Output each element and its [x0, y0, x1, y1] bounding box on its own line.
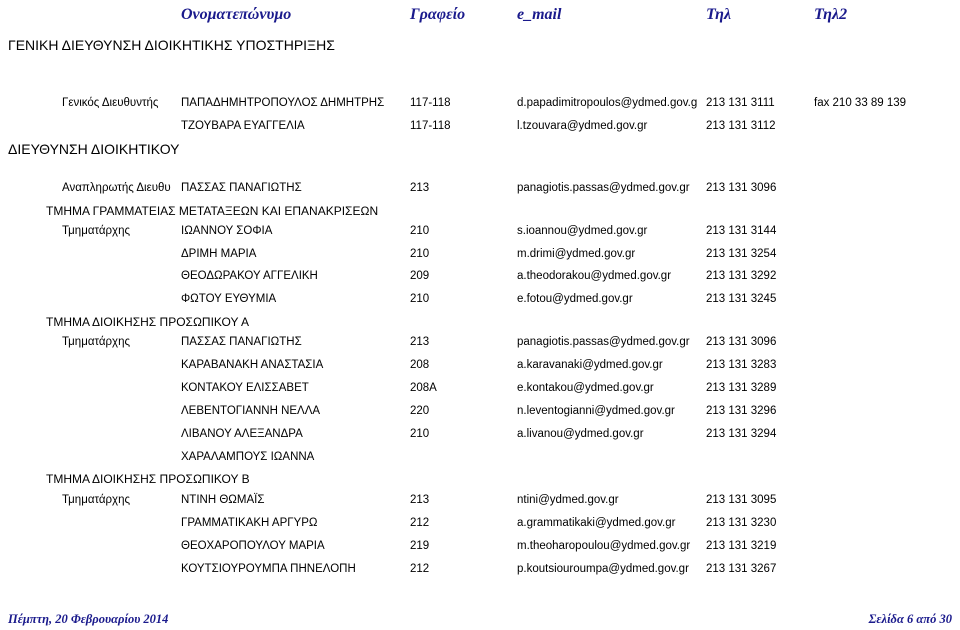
phone-number: 213 131 3219	[706, 540, 777, 552]
header-office: Γραφείο	[410, 6, 466, 23]
office-number: 219	[410, 540, 430, 552]
role-label: Τμηματάρχης	[62, 336, 131, 348]
header-email: e_mail	[517, 6, 562, 23]
office-number: 208	[410, 359, 430, 371]
footer-page-number: Σελίδα 6 από 30	[868, 612, 952, 626]
office-number: 117-118	[410, 120, 451, 132]
email-address: e.kontakou@ydmed.gov.gr	[517, 382, 654, 394]
office-number: 209	[410, 270, 430, 282]
section-title: ΤΜΗΜΑ ΔΙΟΙΚΗΣΗΣ ΠΡΟΣΩΠΙΚΟΥ Α	[46, 315, 249, 329]
office-number: 210	[410, 428, 430, 440]
phone-number: 213 131 3292	[706, 270, 777, 282]
email-address: a.karavanaki@ydmed.gov.gr	[517, 359, 663, 371]
email-address: panagiotis.passas@ydmed.gov.gr	[517, 336, 690, 348]
header-name: Ονοματεπώνυμο	[181, 6, 292, 23]
footer-date: Πέμπτη, 20 Φεβρουαρίου 2014	[8, 612, 169, 626]
page-title: ΓΕΝΙΚΗ ΔΙΕΥΘΥΝΣΗ ΔΙΟΙΚΗΤΙΚΗΣ ΥΠΟΣΤΗΡΙΞΗΣ	[8, 37, 335, 53]
office-number: 212	[410, 517, 430, 529]
email-address: m.theoharopoulou@ydmed.gov.gr	[517, 540, 691, 552]
person-name: ΤΖΟΥΒΑΡΑ ΕΥΑΓΓΕΛΙΑ	[181, 120, 305, 132]
office-number: 213	[410, 494, 430, 506]
office-number: 210	[410, 248, 430, 260]
phone-number: 213 131 3096	[706, 182, 777, 194]
person-name: ΠΑΣΣΑΣ ΠΑΝΑΓΙΩΤΗΣ	[181, 182, 302, 194]
office-number: 117-118	[410, 97, 451, 109]
office-number: 213	[410, 182, 430, 194]
header-phone2: Τηλ2	[814, 6, 848, 23]
phone-number: 213 131 3289	[706, 382, 777, 394]
person-name: ΙΩΑΝΝΟΥ ΣΟΦΙΑ	[181, 225, 273, 237]
phone-number: 213 131 3112	[706, 120, 776, 132]
role-label: Τμηματάρχης	[62, 494, 131, 506]
person-name: ΠΑΣΣΑΣ ΠΑΝΑΓΙΩΤΗΣ	[181, 336, 302, 348]
person-name: ΠΑΠΑΔΗΜΗΤΡΟΠΟΥΛΟΣ ΔΗΜΗΤΡΗΣ	[181, 97, 385, 109]
email-address: m.drimi@ydmed.gov.gr	[517, 248, 636, 260]
email-address: n.leventogianni@ydmed.gov.gr	[517, 405, 675, 417]
email-address: panagiotis.passas@ydmed.gov.gr	[517, 182, 690, 194]
role-label: Τμηματάρχης	[62, 225, 131, 237]
person-name: ΘΕΟΔΩΡΑΚΟΥ ΑΓΓΕΛΙΚΗ	[181, 270, 318, 282]
directorate-title: ΔΙΕΥΘΥΝΣΗ ΔΙΟΙΚΗΤΙΚΟΥ	[8, 141, 180, 157]
phone-number: 213 131 3096	[706, 336, 777, 348]
phone-number: 213 131 3283	[706, 359, 777, 371]
office-number: 220	[410, 405, 430, 417]
phone-number: 213 131 3230	[706, 517, 777, 529]
phone-number: 213 131 3267	[706, 563, 777, 575]
office-number: 212	[410, 563, 430, 575]
person-name: ΓΡΑΜΜΑΤΙΚΑΚΗ ΑΡΓΥΡΩ	[181, 517, 318, 529]
office-number: 210	[410, 225, 430, 237]
email-address: p.koutsiouroumpa@ydmed.gov.gr	[517, 563, 689, 575]
phone-number: 213 131 3294	[706, 428, 777, 440]
person-name: ΚΑΡΑΒΑΝΑΚΗ ΑΝΑΣΤΑΣΙΑ	[181, 359, 324, 371]
header-phone: Τηλ	[706, 6, 732, 23]
email-address: a.livanou@ydmed.gov.gr	[517, 428, 644, 440]
email-address: d.papadimitropoulos@ydmed.gov.g	[517, 97, 698, 109]
person-name: ΛΙΒΑΝΟΥ ΑΛΕΞΑΝΔΡΑ	[181, 428, 303, 440]
phone-number: 213 131 3296	[706, 405, 777, 417]
office-number: 208Α	[410, 382, 437, 394]
email-address: e.fotou@ydmed.gov.gr	[517, 293, 633, 305]
person-name: ΚΟΝΤΑΚΟΥ ΕΛΙΣΣΑΒΕΤ	[181, 382, 309, 394]
section-title: ΤΜΗΜΑ ΓΡΑΜΜΑΤΕΙΑΣ ΜΕΤΑΤΑΞΕΩΝ ΚΑΙ ΕΠΑΝΑΚΡΙΣΕΩΝ	[46, 204, 379, 218]
office-number: 210	[410, 293, 430, 305]
phone-number: 213 131 3111	[706, 97, 775, 109]
email-address: a.theodorakou@ydmed.gov.gr	[517, 270, 672, 282]
person-name: ΚΟΥΤΣΙΟΥΡΟΥΜΠΑ ΠΗΝΕΛΟΠΗ	[181, 563, 356, 575]
email-address: ntini@ydmed.gov.gr	[517, 494, 619, 506]
person-name: ΔΡΙΜΗ ΜΑΡΙΑ	[181, 248, 257, 260]
role-label: Αναπληρωτής Διευθυ	[62, 182, 171, 194]
email-address: l.tzouvara@ydmed.gov.gr	[517, 120, 648, 132]
person-name: ΛΕΒΕΝΤΟΓΙΑΝΝΗ ΝΕΛΛΑ	[181, 405, 321, 417]
section-title: ΤΜΗΜΑ ΔΙΟΙΚΗΣΗΣ ΠΡΟΣΩΠΙΚΟΥ Β	[46, 472, 250, 486]
phone-number: 213 131 3095	[706, 494, 777, 506]
role-label: Γενικός Διευθυντής	[62, 97, 159, 109]
email-address: a.grammatikaki@ydmed.gov.gr	[517, 517, 676, 529]
phone-number: 213 131 3245	[706, 293, 777, 305]
person-name: ΧΑΡΑΛΑΜΠΟΥΣ ΙΩΑΝΝΑ	[181, 451, 315, 463]
phone-number: 213 131 3144	[706, 225, 777, 237]
fax-number: fax 210 33 89 139	[814, 97, 907, 109]
person-name: ΝΤΙΝΗ ΘΩΜΑΪΣ	[181, 494, 265, 506]
email-address: s.ioannou@ydmed.gov.gr	[517, 225, 648, 237]
person-name: ΘΕΟΧΑΡΟΠΟΥΛΟΥ ΜΑΡΙΑ	[181, 540, 325, 552]
phone-number: 213 131 3254	[706, 248, 777, 260]
office-number: 213	[410, 336, 430, 348]
person-name: ΦΩΤΟΥ ΕΥΘΥΜΙΑ	[181, 293, 277, 305]
